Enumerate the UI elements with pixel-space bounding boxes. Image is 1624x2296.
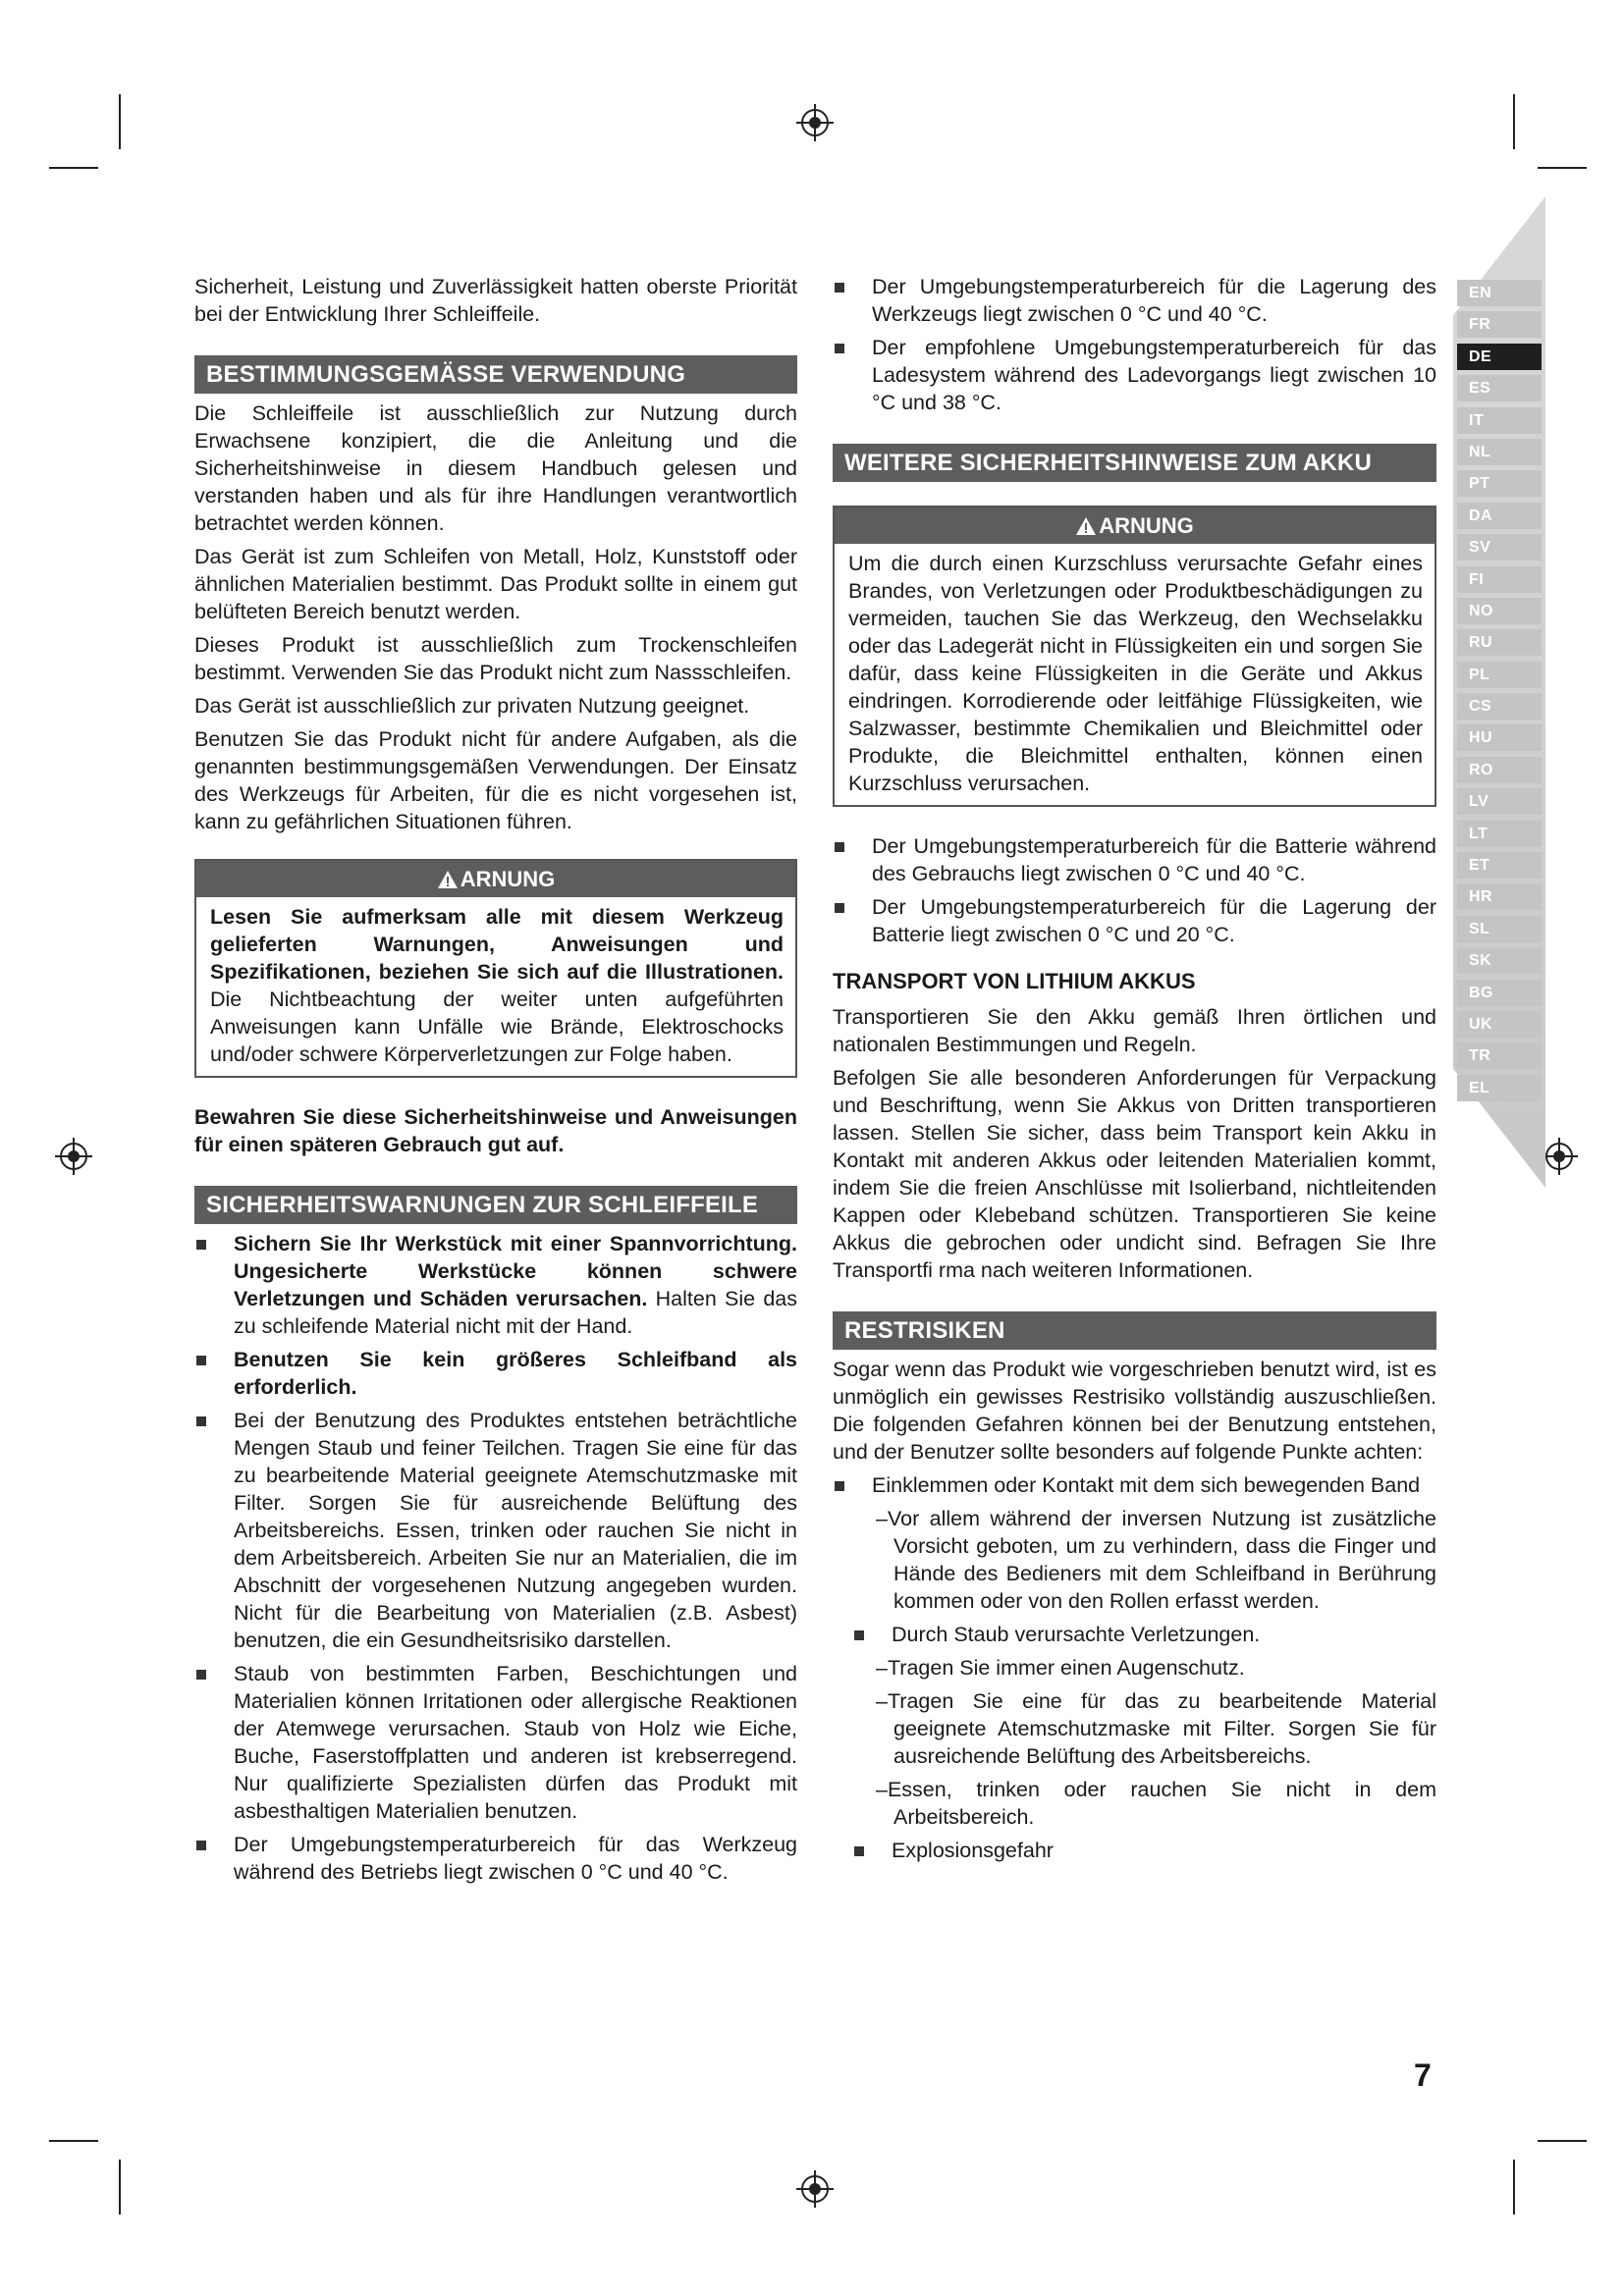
list-item — [194, 1230, 797, 1340]
warning-triangle-icon — [1075, 516, 1097, 536]
language-tab-da[interactable]: DA — [1457, 503, 1542, 529]
residual-list — [833, 1837, 1436, 1864]
list-item: Der Umgebungstemperaturbereich für das Werkzeug während des Betriebs liegt zwischen 0 °C und 40 °C. — [194, 1831, 797, 1886]
paragraph: Die Schleiffeile ist ausschließlich zur Nutzung durch Erwachsene konzipiert, die die Anleitung und die Sicherheitshinweise in diesem Handbuch gelesen und verstanden haben und als für ihre Handlungen verantwortlich betrachtet werden können. — [194, 401, 797, 535]
list-item: Der Umgebungstemperaturbereich für die Batterie während des Gebrauchs liegt zwischen 0 °C und 40 °C. — [833, 832, 1436, 887]
paragraph: Befolgen Sie alle besonderen Anforderungen für Verpackung und Beschriftung, wenn Sie Akkus von Dritten transportieren lassen. Stellen Sie sicher, dass beim Transport kein Akku in Kontakt mit anderen Akkus oder leitenden Materialien kommt, indem Sie die freien Anschlüsse mit Isolierband, nichtleitenden Kappen oder Klebeband schützen. Transportieren Sie keine Akkus die gebrochen oder undicht sind. Befragen Sie Ihre Transportfi rma nach weiteren Informationen. — [833, 1066, 1436, 1282]
section-heading-safety-warnings: SICHERHEITSWARNUNGEN ZUR SCHLEIFFEILE — [194, 1186, 797, 1224]
crop-mark — [1513, 2160, 1515, 2215]
warning-box — [833, 506, 1436, 807]
transport-heading: TRANSPORT VON LITHIUM AKKUS — [833, 969, 1196, 993]
intro-text: Sicherheit, Leistung und Zuverlässigkeit hatten oberste Priorität bei der Entwicklung Ihrer Schleiffeile. — [194, 275, 797, 326]
paragraph: Das Gerät ist ausschließlich zur privaten Nutzung geeignet. — [194, 694, 750, 718]
language-tabs — [1457, 280, 1542, 1106]
list-item: Benutzen Sie kein größeres Schleifband als erforderlich. — [194, 1346, 797, 1401]
registration-mark-icon — [795, 103, 835, 142]
battery-temperature-list — [833, 832, 1436, 948]
language-tab-de[interactable]: DE — [1457, 344, 1542, 370]
list-item: Staub von bestimmten Farben, Beschichtungen und Materialien können Irritationen oder allergische Reaktionen der Atemwege verursachen. Staub von Holz wie Eiche, Buche, Faserstoffplatten und anderen ist krebserregend. Nur qualifizierte Spezialisten dürfen das Produkt mit asbesthaltigen Materialien benutzen. — [194, 1660, 797, 1825]
list-item: Der Umgebungstemperaturbereich für die Lagerung der Batterie liegt zwischen 0 °C und 20 °C. — [833, 893, 1436, 948]
list-item: Einklemmen oder Kontakt mit dem sich bewegenden Band — [833, 1471, 1436, 1499]
language-tab-it[interactable]: IT — [1457, 407, 1542, 434]
crop-mark — [1538, 2140, 1587, 2142]
list-item: Explosionsgefahr — [833, 1837, 1436, 1864]
dash-item: –Vor allem während der inversen Nutzung ist zusätzliche Vorsicht geboten, um zu verhindern, dass die Finger und Hände des Bedieners mit dem Schleifband in Berührung kommen oder von den Rollen erfasst werden. — [876, 1507, 1436, 1613]
language-tab-pl[interactable]: PL — [1457, 662, 1542, 688]
language-tab-ru[interactable]: RU — [1457, 629, 1542, 656]
language-tab-ro[interactable]: RO — [1457, 757, 1542, 783]
dash-item: –Tragen Sie immer einen Augenschutz. — [876, 1656, 1245, 1680]
section-heading-intended-use: BESTIMMUNGSGEMÄSSE VERWENDUNG — [194, 355, 797, 394]
warning-triangle-icon — [437, 870, 459, 889]
language-tab-es[interactable]: ES — [1457, 375, 1542, 401]
language-tab-sv[interactable]: SV — [1457, 534, 1542, 561]
paragraph: Dieses Produkt ist ausschließlich zum Trockenschleifen bestimmt. Verwenden Sie das Produkt nicht zum Nassschleifen. — [194, 633, 797, 684]
language-tab-uk[interactable]: UK — [1457, 1011, 1542, 1038]
list-item-text: Halten Sie das zu schleifende Material nicht mit der Hand. — [234, 1287, 798, 1338]
language-tab-lv[interactable]: LV — [1457, 788, 1542, 815]
language-tab-et[interactable]: ET — [1457, 852, 1542, 879]
warning-label: ARNUNG — [1099, 513, 1194, 538]
registration-mark-icon — [795, 2169, 835, 2209]
crop-mark — [119, 94, 121, 149]
list-item: Durch Staub verursachte Verletzungen. — [833, 1621, 1436, 1648]
language-tab-sk[interactable]: SK — [1457, 947, 1542, 974]
language-tab-el[interactable]: EL — [1457, 1075, 1542, 1101]
page-number: 7 — [1414, 2057, 1432, 2093]
language-tab-no[interactable]: NO — [1457, 598, 1542, 624]
language-tab-tr[interactable]: TR — [1457, 1042, 1542, 1069]
dash-item: –Tragen Sie eine für das zu bearbeitende Material geeignete Atemschutzmaske mit Filter. Sorgen Sie für ausreichende Belüftung des Arbeitsbereichs. — [876, 1689, 1436, 1768]
storage-list — [833, 273, 1436, 416]
crop-mark — [119, 2160, 121, 2215]
section-heading-battery-safety: WEITERE SICHERHEITSHINWEISE ZUM AKKU — [833, 444, 1436, 482]
warning-label: ARNUNG — [460, 867, 556, 891]
registration-mark-icon — [1540, 1137, 1579, 1176]
right-column — [833, 273, 1436, 1870]
crop-mark — [49, 167, 98, 169]
keep-instructions-note: Bewahren Sie diese Sicherheitshinweise und Anweisungen für einen späteren Gebrauch gut auf. — [194, 1105, 797, 1156]
section-heading-residual-risks: RESTRISIKEN — [833, 1311, 1436, 1350]
registration-mark-icon — [54, 1137, 93, 1176]
list-item-bold: Sichern Sie Ihr Werkstück mit einer Spannvorrichtung. Ungesicherte Werkstücke können schwere Verletzungen und Schäden verursachen. — [234, 1232, 797, 1310]
language-tab-hu[interactable]: HU — [1457, 724, 1542, 751]
left-column — [194, 273, 797, 1892]
residual-list — [833, 1471, 1436, 1499]
language-tab-cs[interactable]: CS — [1457, 693, 1542, 720]
language-tab-fr[interactable]: FR — [1457, 311, 1542, 338]
warning-header — [835, 507, 1435, 544]
dash-item: –Essen, trinken oder rauchen Sie nicht in dem Arbeitsbereich. — [876, 1778, 1436, 1829]
paragraph: Das Gerät ist zum Schleifen von Metall, Holz, Kunststoff oder ähnlichen Materialien bestimmt. Das Produkt sollte in einem gut belüfteten Bereich benutzt werden. — [194, 545, 797, 623]
paragraph: Benutzen Sie das Produkt nicht für andere Aufgaben, als die genannten bestimmungsgemäßen Verwendungen. Der Einsatz des Werkzeugs für Arbeiten, für die es nicht vorgesehen ist, kann zu gefährlichen Situationen führen. — [194, 727, 797, 833]
language-tab-hr[interactable]: HR — [1457, 883, 1542, 910]
warning-text: Die Nichtbeachtung der weiter unten aufgeführten Anweisungen kann Unfälle wie Brände, Elektroschocks und/oder schwere Körperverletzungen zur Folge haben. — [210, 988, 784, 1066]
list-item: Der empfohlene Umgebungstemperaturbereich für das Ladesystem während des Ladevorgangs liegt zwischen 10 °C und 38 °C. — [833, 334, 1436, 416]
warning-body: Um die durch einen Kurzschluss verursachte Gefahr eines Brandes, von Verletzungen oder Produktbeschädigungen zu vermeiden, tauchen Sie das Werkzeug, den Wechselakku oder das Ladegerät nicht in Flüssigkeiten ein und sorgen Sie dafür, dass keine Flüssigkeiten in die Geräte und Akkus eindringen. Korrodierende oder leitfähige Flüssigkeiten, wie Salzwasser, bestimmte Chemikalien und Bleichmittel oder Produkte, die Bleichmittel enthalten, können einen Kurzschluss verursachen. — [848, 552, 1423, 795]
language-tab-nl[interactable]: NL — [1457, 439, 1542, 465]
list-item: Bei der Benutzung des Produktes entstehen beträchtliche Mengen Staub und feiner Teilchen. Tragen Sie eine für das zu bearbeitende Material geeignete Atemschutzmaske mit Filter. Sorgen Sie für ausreichende Belüftung des Arbeitsbereichs. Essen, trinken oder rauchen Sie nicht in dem Arbeitsbereich. Arbeiten Sie nur an Materialien, die im Abschnitt der vorgesehenen Nutzung angegeben wurden. Nicht für die Bearbeitung von Materialien (z.B. Asbest) benutzen, die ein Gesundheitsrisiko darstellen. — [194, 1407, 797, 1654]
residual-list — [833, 1621, 1436, 1648]
language-tab-bg[interactable]: BG — [1457, 980, 1542, 1006]
list-item: Der Umgebungstemperaturbereich für die Lagerung des Werkzeugs liegt zwischen 0 °C und 40 °C. — [833, 273, 1436, 328]
warning-box — [194, 859, 797, 1078]
language-tab-sl[interactable]: SL — [1457, 916, 1542, 942]
safety-list — [194, 1230, 797, 1886]
crop-mark — [49, 2140, 98, 2142]
crop-mark — [1513, 94, 1515, 149]
paragraph: Transportieren Sie den Akku gemäß Ihren örtlichen und nationalen Bestimmungen und Regeln. — [833, 1005, 1436, 1056]
paragraph: Sogar wenn das Produkt wie vorgeschrieben benutzt wird, ist es unmöglich ein gewisses Restrisiko vollständig auszuschließen. Die folgenden Gefahren können bei der Benutzung entstehen, und der Benutzer sollte besonders auf folgende Punkte achten: — [833, 1358, 1436, 1464]
warning-bold-text: Lesen Sie aufmerksam alle mit diesem Werkzeug gelieferten Warnungen, Anweisungen und Spezifikationen, beziehen Sie sich auf die Illustrationen. — [210, 905, 784, 984]
language-tab-fi[interactable]: FI — [1457, 566, 1542, 593]
warning-body — [196, 897, 795, 1076]
language-tab-lt[interactable]: LT — [1457, 821, 1542, 847]
crop-mark — [1538, 167, 1587, 169]
warning-header — [196, 861, 795, 897]
language-tab-pt[interactable]: PT — [1457, 470, 1542, 497]
language-tab-en[interactable]: EN — [1457, 280, 1542, 306]
